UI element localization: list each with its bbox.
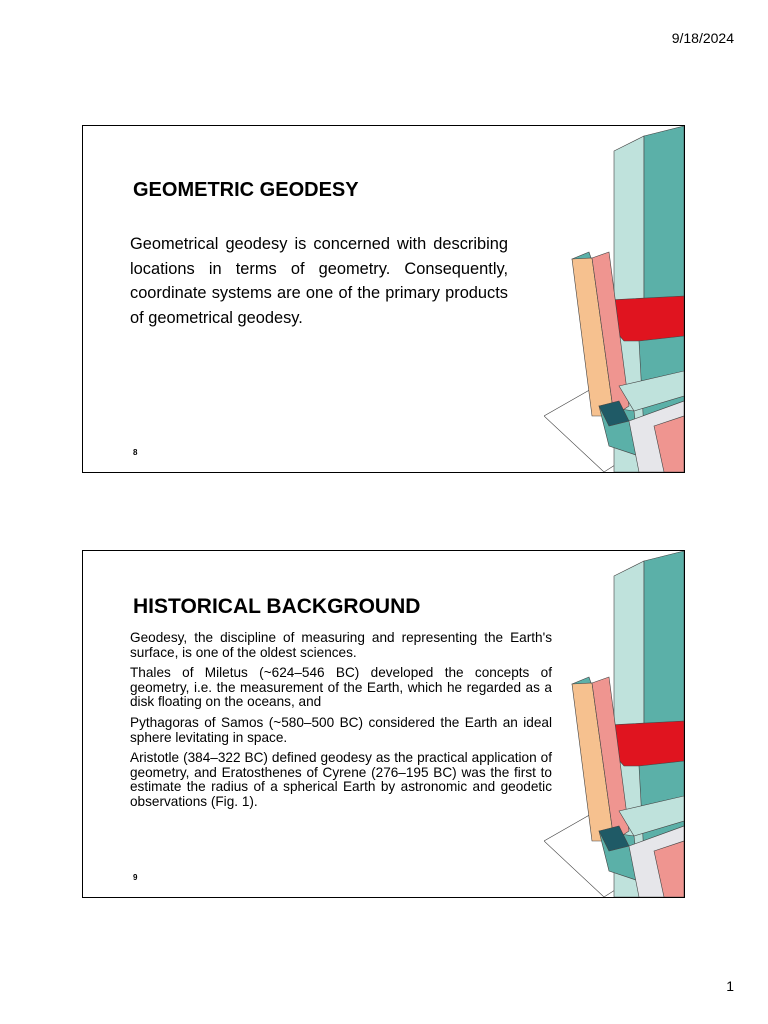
page-date: 9/18/2024	[671, 30, 734, 46]
geometric-blocks-graphic	[544, 551, 684, 897]
geometric-blocks-graphic	[544, 126, 684, 472]
slide-body	[130, 232, 508, 330]
slide-title: GEOMETRIC GEODESY	[133, 179, 359, 201]
page-number: 1	[726, 978, 734, 994]
body-paragraph: Aristotle (384–322 BC) defined geodesy as the practical application of geometry, and Eratosthenes of Cyrene (276–195 BC) was the first to estimate the radius of a spherical Earth by astronomic and geodetic observations (Fig. 1).	[130, 750, 552, 809]
slide-number: 9	[133, 873, 138, 882]
slide-body	[130, 631, 552, 816]
body-paragraph: Geodesy, the discipline of measuring and representing the Earth's surface, is one of the oldest sciences.	[130, 630, 552, 660]
body-paragraph: Thales of Miletus (~624–546 BC) developed the concepts of geometry, i.e. the measurement of the Earth, which he regarded as a disk floating on the oceans, and	[130, 665, 552, 710]
body-paragraph: Geometrical geodesy is concerned with describing locations in terms of geometry. Consequently, coordinate systems are one of the primary products of geometrical geodesy.	[130, 235, 508, 327]
slide-geometric-geodesy	[82, 125, 685, 473]
slide-number: 8	[133, 448, 138, 457]
slide-historical-background	[82, 550, 685, 898]
body-paragraph: Pythagoras of Samos (~580–500 BC) considered the Earth an ideal sphere levitating in space.	[130, 714, 552, 745]
slide-title: HISTORICAL BACKGROUND	[133, 595, 421, 618]
